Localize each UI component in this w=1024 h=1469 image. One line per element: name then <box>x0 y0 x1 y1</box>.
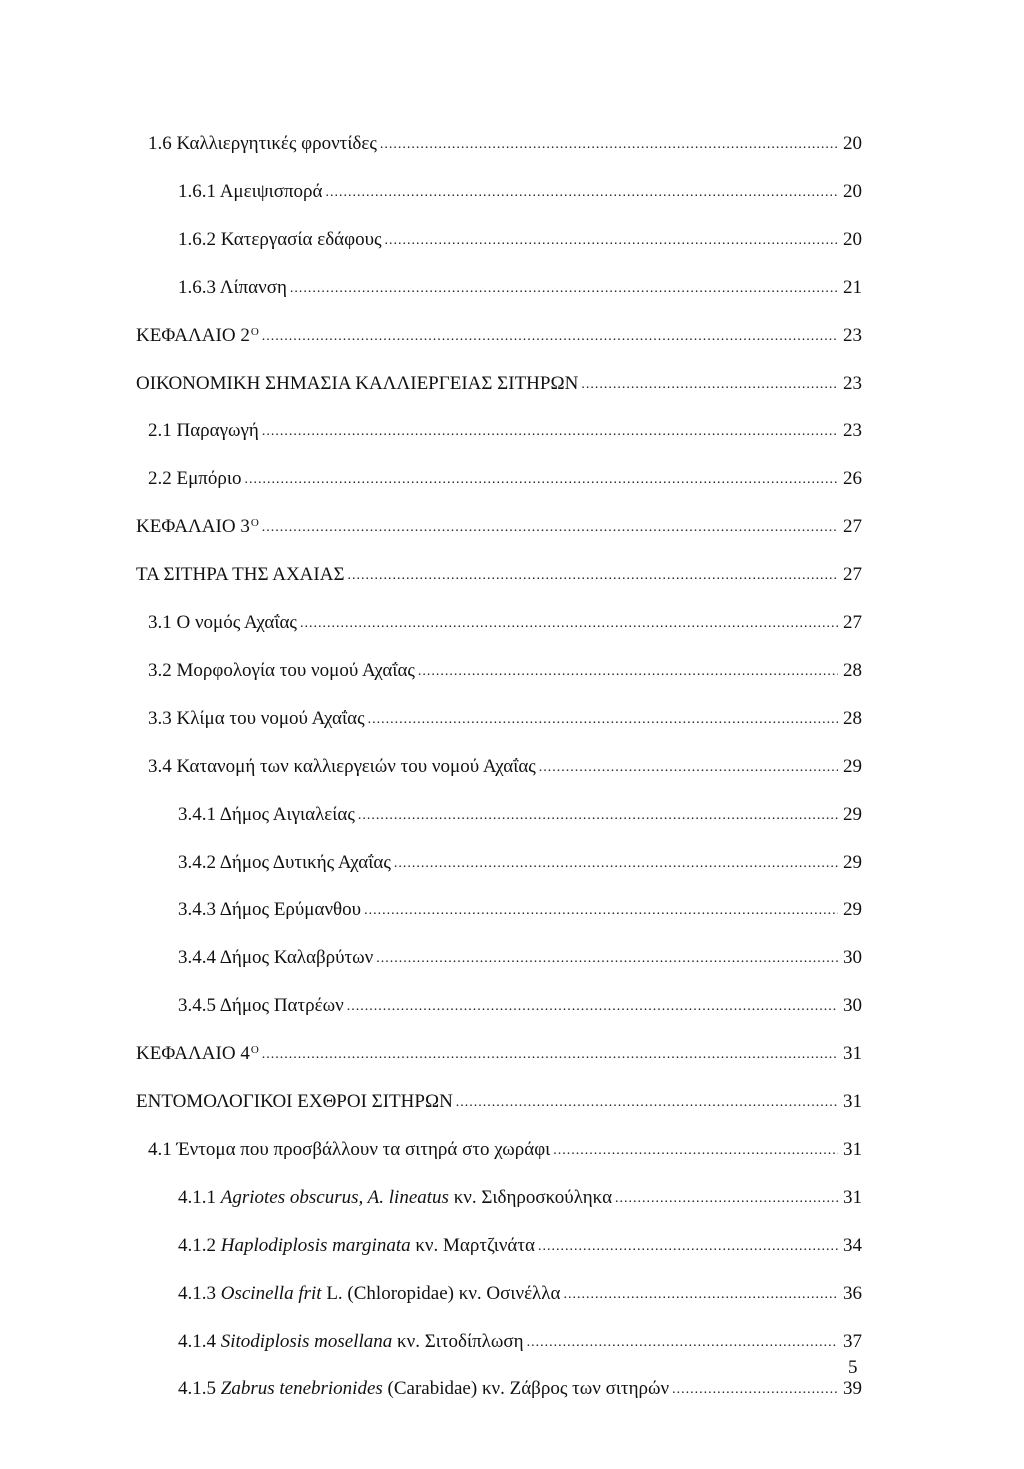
dot-leader <box>538 1235 838 1259</box>
dot-leader <box>418 660 838 684</box>
toc-entry <box>148 467 862 491</box>
toc-entry-text: 3.4.5 Δήμος Πατρέων <box>178 995 344 1016</box>
toc-entry-page: 29 <box>843 852 862 873</box>
toc-entry-page: 28 <box>843 660 862 681</box>
toc-entry-page: 21 <box>843 277 862 298</box>
dot-leader <box>615 1187 838 1211</box>
species-name: Zabrus tenebrionides <box>220 1378 383 1399</box>
toc-entry-text: L. (Chloropidae) κν. Οσινέλλα <box>321 1283 561 1304</box>
toc-entry <box>136 1090 862 1114</box>
toc-entry <box>148 419 862 443</box>
toc-entry-text: κν. Σιδηροσκούληκα <box>448 1187 613 1208</box>
toc-entry-text: 4.1.1 <box>178 1187 221 1208</box>
toc-entry-text: 3.4.1 Δήμος Αιγιαλείας <box>178 804 355 825</box>
toc-entry-title <box>136 372 578 396</box>
toc-entry <box>136 563 862 587</box>
page-number: 5 <box>848 1357 858 1378</box>
toc-entry-title <box>178 228 382 252</box>
toc-entry-page: 30 <box>843 995 862 1016</box>
toc-entry-text: ΚΕΦΑΛΑΙΟ 3 <box>136 516 250 537</box>
toc-entry <box>178 851 862 875</box>
toc-entry-text: ΤΑ ΣΙΤΗΡΑ ΤΗΣ ΑΧΑΙΑΣ <box>136 564 345 585</box>
toc-entry-text: ΚΕΦΑΛΑΙΟ 2 <box>136 325 250 346</box>
toc-entry-title <box>148 467 241 491</box>
toc-entry <box>178 1234 862 1258</box>
toc-entry-title <box>148 707 365 731</box>
toc-entry-title <box>178 851 391 875</box>
toc-entry-title <box>136 563 345 587</box>
toc-entry-title <box>178 946 373 970</box>
toc-entry-text: 4.1.4 <box>178 1331 221 1352</box>
dot-leader <box>672 1378 838 1402</box>
toc-entry-title <box>178 1330 524 1354</box>
toc-entry <box>148 611 862 635</box>
toc-entry-page: 34 <box>843 1235 862 1256</box>
toc-entry-text: (Carabidae) κν. Ζάβρος των σιτηρών <box>382 1378 670 1399</box>
toc-entry-page: 29 <box>843 899 862 920</box>
toc-entry-title <box>178 1282 560 1306</box>
toc-entry-text: 3.4.2 Δήμος Δυτικής Αχαΐας <box>178 852 391 873</box>
toc-entry-title <box>148 1138 550 1162</box>
dot-leader <box>581 373 838 397</box>
dot-leader <box>364 899 838 923</box>
dot-leader <box>563 1283 838 1307</box>
toc-entry-page: 20 <box>843 181 862 202</box>
dot-leader <box>348 564 839 588</box>
toc-entry <box>136 1042 862 1066</box>
toc-entry-title <box>178 276 287 300</box>
toc-entry-text: 3.1 Ο νομός Αχαΐας <box>148 612 297 633</box>
toc-entry-title <box>148 419 259 443</box>
toc-entry <box>136 324 862 348</box>
dot-leader <box>527 1331 838 1355</box>
toc-entry-title <box>136 515 259 539</box>
dot-leader <box>325 181 838 205</box>
toc-entry-page: 29 <box>843 804 862 825</box>
species-name: Oscinella frit <box>220 1283 322 1304</box>
toc-entry <box>148 659 862 683</box>
toc-entry <box>178 276 862 300</box>
toc-entry-text: 1.6 Καλλιεργητικές φροντίδες <box>148 133 377 154</box>
toc-entry <box>148 132 862 156</box>
toc-entry-text: 3.3 Κλίμα του νομού Αχαΐας <box>148 708 365 729</box>
toc-entry-page: 28 <box>843 708 862 729</box>
toc-entry-page: 31 <box>843 1187 862 1208</box>
toc-entry-page: 20 <box>843 133 862 154</box>
toc-entry-page: 29 <box>843 756 862 777</box>
toc-entry <box>178 898 862 922</box>
dot-leader <box>262 325 838 349</box>
toc-entry <box>178 1282 862 1306</box>
toc-entry-title <box>136 1090 453 1114</box>
toc-entry <box>136 372 862 396</box>
toc-entry-text: 4.1 Έντομα που προσβάλλουν τα σιτηρά στο χωράφι <box>148 1139 551 1160</box>
dot-leader <box>456 1091 838 1115</box>
toc-entry-text: ΕΝΤΟΜΟΛΟΓΙΚΟΙ ΕΧΘΡΟΙ ΣΙΤΗΡΩΝ <box>136 1091 453 1112</box>
toc-entry-title <box>178 994 344 1018</box>
chapter-ordinal-superscript: Ο <box>250 326 259 338</box>
dot-leader <box>539 756 838 780</box>
toc-entry-page: 31 <box>843 1043 862 1064</box>
toc-entry-text: 4.1.3 <box>178 1283 221 1304</box>
species-name: Haplodiplosis marginata <box>220 1235 411 1256</box>
species-name: Agriotes obscurus, A. lineatus <box>220 1187 449 1208</box>
toc-entry-text: 2.1 Παραγωγή <box>148 420 259 441</box>
toc-entry-title <box>148 132 377 156</box>
toc-entry-text: 1.6.2 Κατεργασία εδάφους <box>178 229 382 250</box>
toc-entry-page: 31 <box>843 1091 862 1112</box>
dot-leader <box>358 804 838 828</box>
toc-entry-title <box>178 1377 669 1401</box>
toc-entry <box>178 994 862 1018</box>
toc-entry-page: 27 <box>843 612 862 633</box>
toc-entry-page: 36 <box>843 1283 862 1304</box>
toc-entry-title <box>148 755 536 779</box>
species-name: Sitodiplosis mosellana <box>220 1331 393 1352</box>
toc-entry <box>178 1330 862 1354</box>
dot-leader <box>385 229 838 253</box>
toc-entry-page: 39 <box>843 1378 862 1399</box>
chapter-ordinal-superscript: Ο <box>250 1044 259 1056</box>
toc-entry-page: 23 <box>843 420 862 441</box>
dot-leader <box>244 468 838 492</box>
toc-entry-text: ΚΕΦΑΛΑΙΟ 4 <box>136 1043 250 1064</box>
toc-entry <box>178 946 862 970</box>
dot-leader <box>368 708 838 732</box>
dot-leader <box>262 420 838 444</box>
toc-entry <box>148 1138 862 1162</box>
toc-entry-text: 4.1.5 <box>178 1378 221 1399</box>
toc-entry-text: 3.4.4 Δήμος Καλαβρύτων <box>178 947 374 968</box>
toc-entry-title <box>178 1234 535 1258</box>
toc-entry <box>136 515 862 539</box>
toc-entry-title <box>178 898 361 922</box>
dot-leader <box>290 277 838 301</box>
dot-leader <box>262 1043 838 1067</box>
toc-entry-text: ΟΙΚΟΝΟΜΙΚΗ ΣΗΜΑΣΙΑ ΚΑΛΛΙΕΡΓΕΙΑΣ ΣΙΤΗΡΩΝ <box>136 373 579 394</box>
dot-leader <box>300 612 838 636</box>
dot-leader <box>394 852 838 876</box>
toc-entry-title <box>136 324 259 348</box>
dot-leader <box>262 516 838 540</box>
dot-leader <box>553 1139 838 1163</box>
toc-entry-title <box>148 611 297 635</box>
toc-entry-page: 27 <box>843 564 862 585</box>
toc-entry-text: κν. Μαρτζινάτα <box>410 1235 535 1256</box>
toc-entry <box>148 707 862 731</box>
toc-entry <box>178 228 862 252</box>
toc-entry-page: 26 <box>843 468 862 489</box>
toc-entry-page: 23 <box>843 373 862 394</box>
dot-leader <box>380 133 838 157</box>
toc-entry-title <box>178 1186 612 1210</box>
toc-entry-text: 1.6.1 Αμειψισπορά <box>178 181 323 202</box>
toc-entry-page: 37 <box>843 1331 862 1352</box>
toc-entry <box>178 1186 862 1210</box>
toc-entry <box>178 803 862 827</box>
dot-leader <box>347 995 838 1019</box>
toc-entry <box>148 755 862 779</box>
toc-entry <box>178 1377 862 1401</box>
dot-leader <box>376 947 838 971</box>
toc-entry-title <box>178 180 322 204</box>
toc-entry-text: κν. Σιτοδίπλωση <box>392 1331 524 1352</box>
chapter-ordinal-superscript: Ο <box>250 517 259 529</box>
toc-entry-text: 4.1.2 <box>178 1235 221 1256</box>
toc-entry-page: 30 <box>843 947 862 968</box>
toc-entry-title <box>148 659 415 683</box>
toc-entry-text: 1.6.3 Λίπανση <box>178 277 287 298</box>
toc-entry-text: 3.4.3 Δήμος Ερύμανθου <box>178 899 362 920</box>
toc-entry <box>178 180 862 204</box>
toc-entry-page: 27 <box>843 516 862 537</box>
toc-entry-title <box>136 1042 259 1066</box>
toc-entry-page: 23 <box>843 325 862 346</box>
toc-entry-page: 31 <box>843 1139 862 1160</box>
toc-entry-text: 2.2 Εμπόριο <box>148 468 242 489</box>
toc-entry-text: 3.2 Μορφολογία του νομού Αχαΐας <box>148 660 415 681</box>
toc-entry-title <box>178 803 355 827</box>
toc-entry-page: 20 <box>843 229 862 250</box>
toc-entry-text: 3.4 Κατανομή των καλλιεργειών του νομού Αχαΐας <box>148 756 536 777</box>
